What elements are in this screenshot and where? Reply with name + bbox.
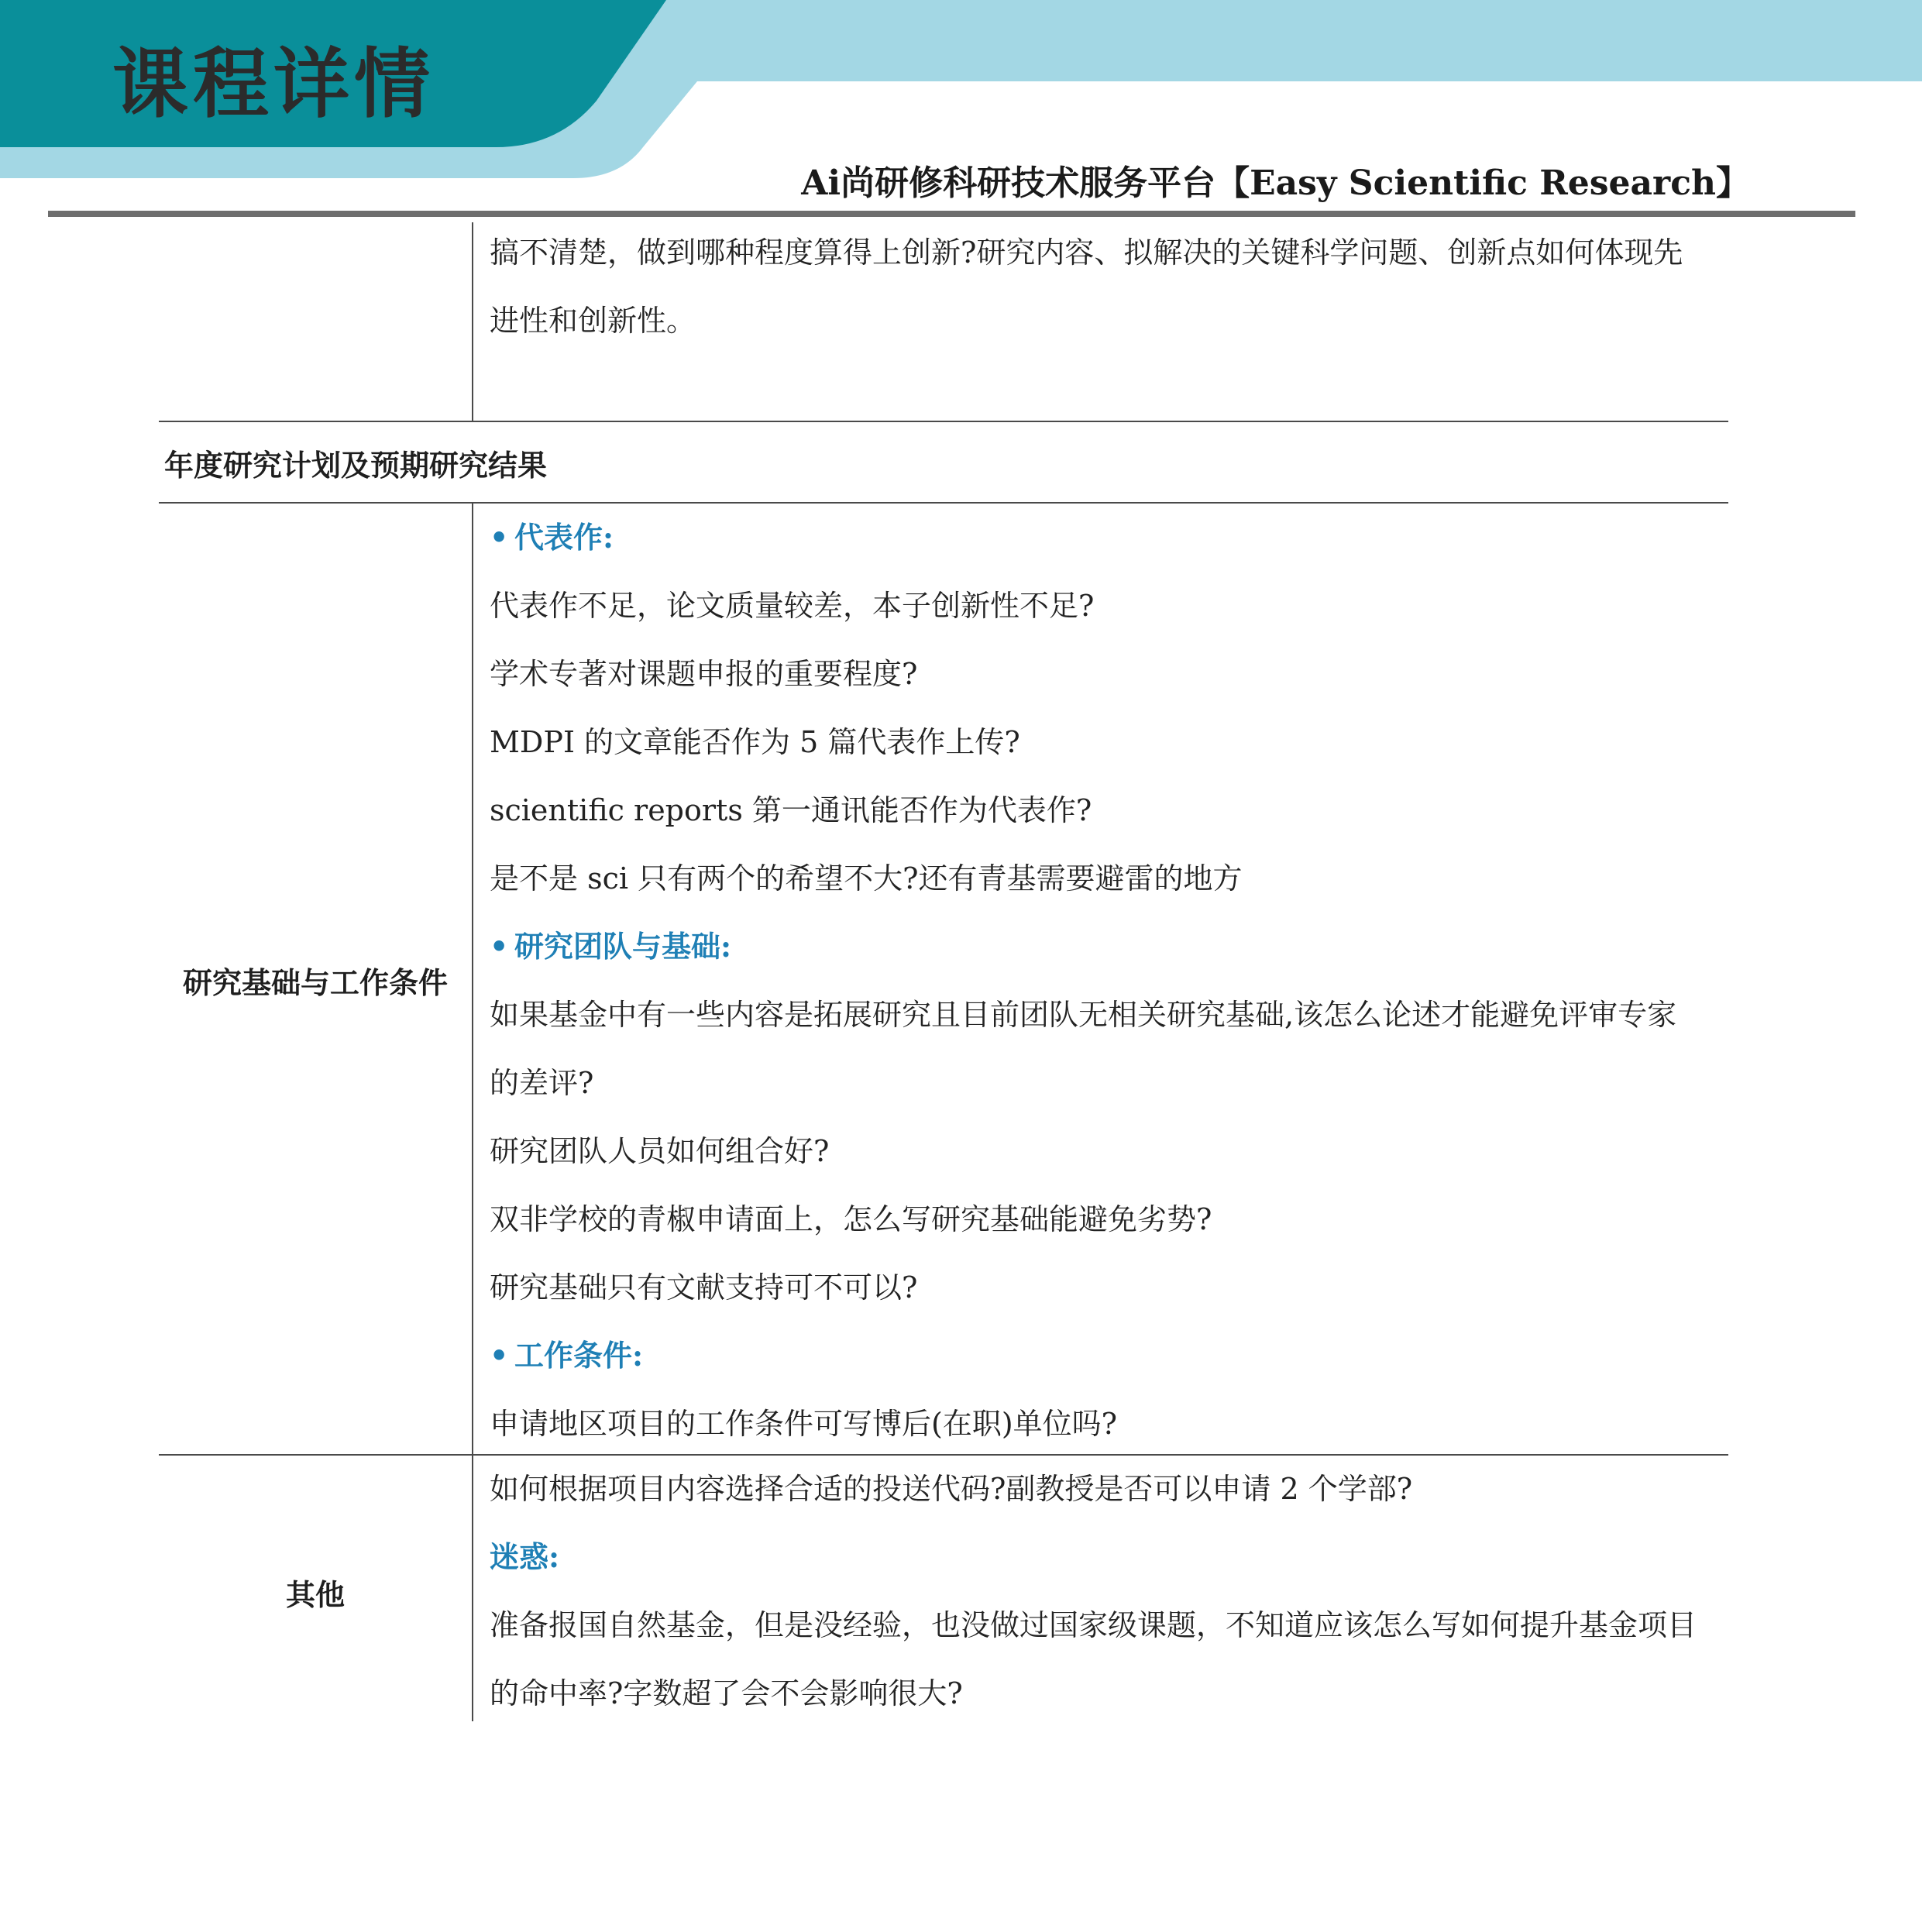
- subheading-representative-works: [490, 504, 1729, 572]
- column-divider: [472, 503, 473, 1454]
- bullet-icon: •: [490, 929, 509, 964]
- text-line: 代表作不足，论文质量较差，本子创新性不足?: [490, 589, 1095, 623]
- subheading-confusion: 迷惑:: [490, 1539, 560, 1574]
- text-line: 进性和创新性。: [490, 304, 696, 338]
- top-cell-content: [490, 218, 1729, 355]
- text-line: 的命中率?字数超了会不会影响很大?: [490, 1676, 963, 1710]
- text-line: 学术专著对课题申报的重要程度?: [490, 657, 918, 691]
- bullet-icon: •: [490, 1338, 509, 1373]
- section-header: 年度研究计划及预期研究结果: [164, 448, 548, 483]
- text-line: scientific reports 第一通讯能否作为代表作?: [490, 793, 1092, 827]
- row-divider: [159, 421, 1728, 422]
- platform-title: Ai尚研修科研技术服务平台【Easy Scientific Research】: [801, 163, 1750, 203]
- text-line: 如何根据项目内容选择合适的投送代码?副教授是否可以申请 2 个学部?: [490, 1472, 1413, 1506]
- subheading-label: 代表作:: [514, 520, 614, 555]
- text-line: 搞不清楚，做到哪种程度算得上创新?研究内容、拟解决的关键科学问题、创新点如何体现先: [490, 235, 1683, 270]
- text-line: MDPI 的文章能否作为 5 篇代表作上传?: [490, 725, 1020, 759]
- row-label-other: 其他: [285, 1577, 345, 1612]
- text-line: 申请地区项目的工作条件可写博后(在职)单位吗?: [490, 1407, 1118, 1441]
- text-line: 准备报国自然基金，但是没经验，也没做过国家级课题，不知道应该怎么写如何提升基金项目: [490, 1608, 1697, 1642]
- research-basis-content: [490, 504, 1729, 1458]
- subheading-team-and-basis: [490, 913, 1729, 981]
- column-divider: [472, 1455, 473, 1721]
- row-label-research-basis: 研究基础与工作条件: [182, 965, 448, 1000]
- text-line: 如果基金中有一些内容是拓展研究且目前团队无相关研究基础,该怎么论述才能避免评审专家: [490, 998, 1677, 1032]
- text-line: 的差评?: [490, 1066, 594, 1100]
- column-divider: [472, 222, 473, 421]
- text-line: 研究团队人员如何组合好?: [490, 1134, 830, 1168]
- text-line: 研究基础只有文献支持可不可以?: [490, 1270, 918, 1305]
- subheading-label: 研究团队与基础:: [514, 929, 732, 964]
- bullet-icon: •: [490, 520, 509, 555]
- subheading-label: 工作条件:: [514, 1338, 644, 1373]
- text-line: 双非学校的青椒申请面上，怎么写研究基础能避免劣势?: [490, 1202, 1212, 1236]
- text-line: 是不是 sci 只有两个的希望不大?还有青基需要避雷的地方: [490, 861, 1243, 896]
- page-title: 课程详情: [112, 40, 435, 129]
- header-rule: [48, 211, 1855, 217]
- other-content: [490, 1455, 1729, 1727]
- subheading-work-conditions: [490, 1322, 1729, 1390]
